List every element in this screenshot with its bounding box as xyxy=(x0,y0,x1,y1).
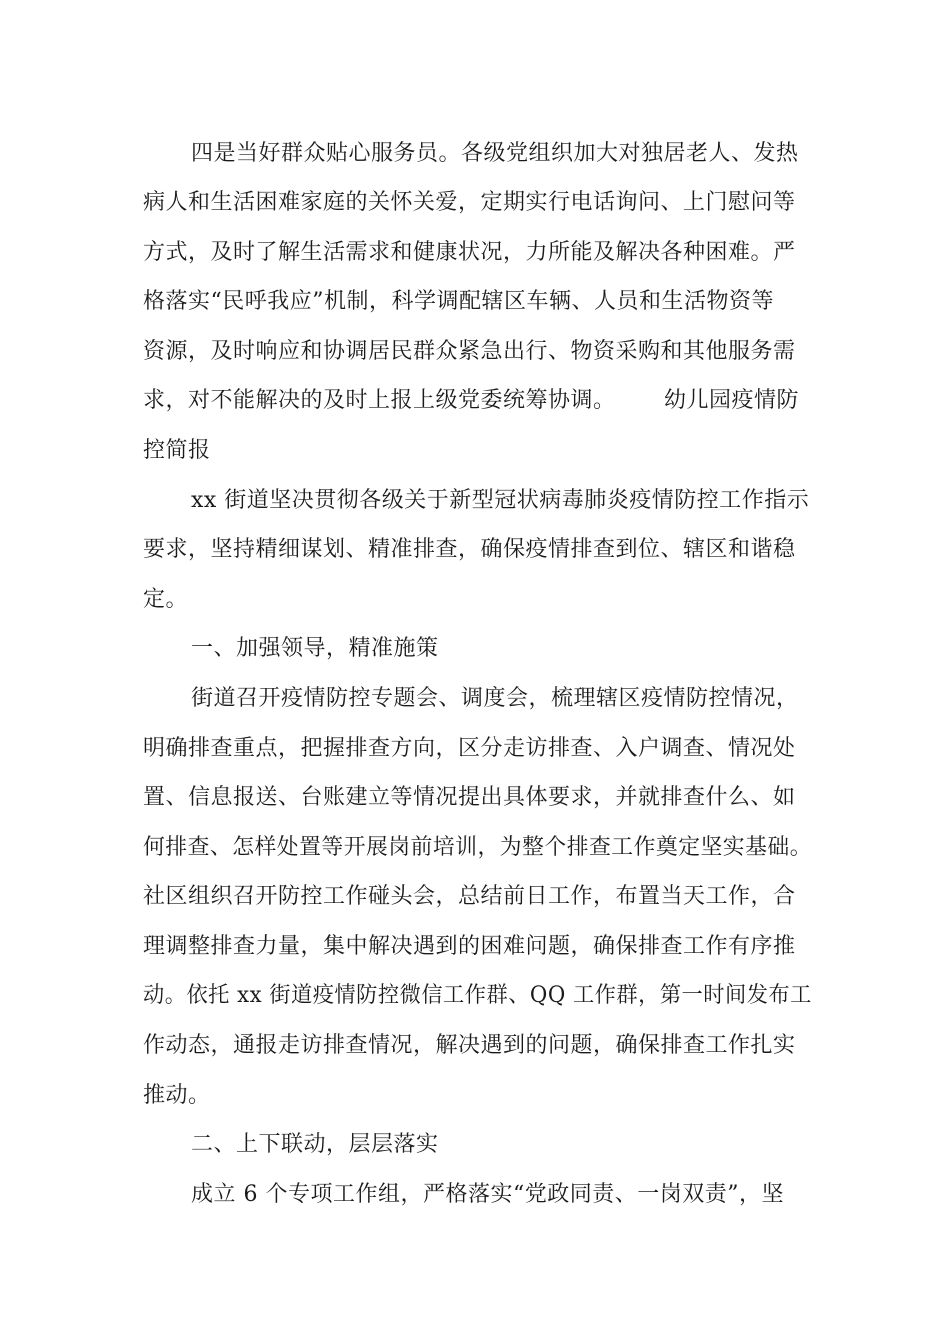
text-line: 理调整排查力量，集中解决遇到的困难问题，确保排查工作有序推 xyxy=(143,934,796,959)
section-heading: 二、上下联动，层层落实 xyxy=(191,1132,439,1157)
text-line: 推动。 xyxy=(143,1083,211,1108)
text-line: 动。依托 xx 街道疫情防控微信工作群、QQ 工作群，第一时间发布工 xyxy=(143,983,812,1008)
text-line: 定。 xyxy=(143,587,189,612)
text-line: 控简报 xyxy=(143,438,211,463)
text-line: 何排查、怎样处置等开展岗前培训，为整个排查工作奠定坚实基础。 xyxy=(143,835,813,860)
section-heading: 一、加强领导，精准施策 xyxy=(191,636,439,661)
text-line: 病人和生活困难家庭的关怀关爱，定期实行电话询问、上门慰问等 xyxy=(143,190,796,215)
embedded-title-fragment: 幼儿园疫情防 xyxy=(664,388,800,413)
text-line: 社区组织召开防控工作碰头会，总结前日工作，布置当天工作，合 xyxy=(143,884,796,909)
text-line: 四是当好群众贴心服务员。各级党组织加大对独居老人、发热 xyxy=(191,141,799,166)
text-line: 格落实“民呼我应”机制，科学调配辖区车辆、人员和生活物资等 xyxy=(143,289,774,314)
text-line: 明确排查重点，把握排查方向，区分走访排查、入户调查、情况处 xyxy=(143,736,796,761)
text-line: 置、信息报送、台账建立等情况提出具体要求，并就排查什么、如 xyxy=(143,785,796,810)
text-line: 成立 6 个专项工作组，严格落实“党政同责、一岗双责”，坚 xyxy=(191,1182,784,1207)
text-line: 求，对不能解决的及时上报上级党委统筹协调。 xyxy=(143,388,616,413)
text-line: 要求，坚持精细谋划、精准排查，确保疫情排查到位、辖区和谐稳 xyxy=(143,537,796,562)
text-line: 街道召开疫情防控专题会、调度会，梳理辖区疫情防控情况， xyxy=(191,686,799,711)
text-line: xx 街道坚决贯彻各级关于新型冠状病毒肺炎疫情防控工作指示 xyxy=(191,488,810,513)
text-line: 作动态，通报走访排查情况，解决遇到的问题，确保排查工作扎实 xyxy=(143,1033,796,1058)
text-line: 资源，及时响应和协调居民群众紧急出行、物资采购和其他服务需 xyxy=(143,339,796,364)
text-line: 方式，及时了解生活需求和健康状况，力所能及解决各种困难。严 xyxy=(143,240,796,265)
